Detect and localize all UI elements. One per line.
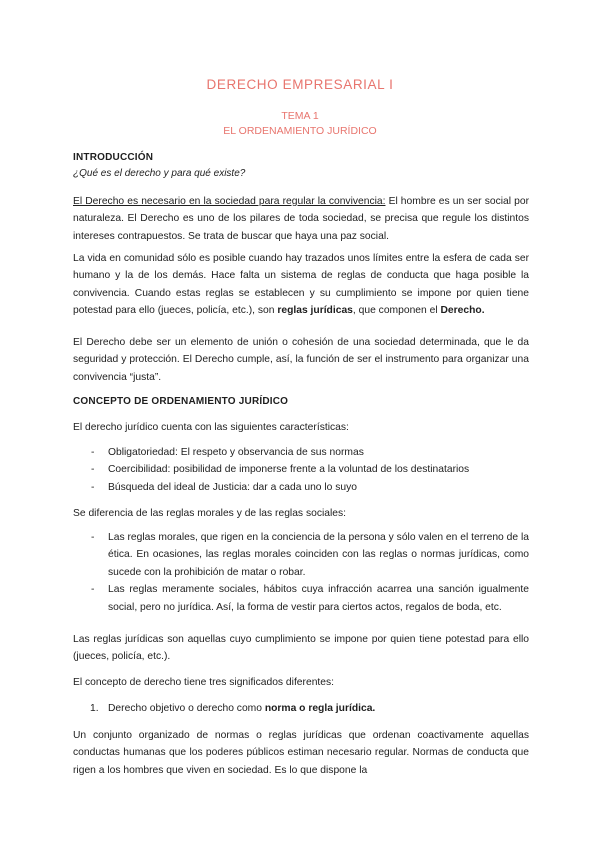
intro-heading: INTRODUCCIÓN (73, 152, 154, 163)
list-item-text: Las reglas meramente sociales, hábitos cuya infracción acarrea una sanción igualmente social, pero no jurídica. Así, la forma de vestir para ciertos actos, regalos de boda, etc. (108, 584, 529, 613)
intro-paragraph-2 (73, 250, 529, 320)
tres-significados: El concepto de derecho tiene tres significados diferentes: (73, 677, 335, 688)
intro-question: ¿Qué es el derecho y para qué existe? (73, 168, 246, 179)
tema-title: EL ORDENAMIENTO JURÍDICO (223, 125, 377, 137)
list-item-text: Coercibilidad: posibilidad de imponerse frente a la voluntad de los destinatarios (108, 464, 470, 476)
list-item (73, 529, 529, 581)
list-item-text: Las reglas morales, que rigen en la conciencia de la persona y sólo valen en el terreno de la ética. En ocasiones, las reglas morales coinciden con las reglas o normas jurídicas, como sucede con la prohibición de matar o robar. (108, 532, 529, 578)
intro-paragraph-3: El Derecho debe ser un elemento de unión o cohesión de una sociedad determinada, que le da seguridad y protección. El Derecho cumple, así, la función de ser el instrumento para organizar una convivencia “justa”. (73, 337, 529, 383)
dash-marker: - (91, 532, 95, 543)
bold-norma: norma o regla jurídica. (264, 703, 376, 714)
concepto-heading: CONCEPTO DE ORDENAMIENTO JURÍDICO (73, 396, 289, 407)
list-item (73, 444, 529, 461)
bold-reglas-juridicas: reglas jurídicas (277, 305, 353, 317)
list-item (73, 479, 529, 496)
intro-p2-text: La vida en comunidad sólo es posible cuando hay trazados unos límites entre la esfera de cada ser humano y la de los demás. Hace falta un sistema de reglas de conducta que haga posible la convivencia. Cuando estas reglas se establecen y su cumplimiento se impone por quien tiene potestad para ello (jueces, policía, etc.), son (73, 253, 529, 317)
document-title: DERECHO EMPRESARIAL I (206, 77, 394, 92)
item-number: 1. (90, 703, 99, 714)
intro-p2-text-2: , que componen el (352, 305, 441, 317)
rules-list (73, 529, 529, 616)
item-text (108, 700, 375, 717)
tema-number: TEMA 1 (281, 110, 319, 122)
intro-p1-rest: El hombre es un ser social por naturaleza. El Derecho es uno de los pilares de toda sociedad, se precisa que regule los distintos intereses contrapuestos. Se trata de buscar que haya una paz social. (73, 196, 529, 242)
dash-marker: - (91, 464, 95, 476)
item-text-plain: Derecho objetivo o derecho como (108, 703, 265, 714)
list-item-text: Búsqueda del ideal de Justicia: dar a cada uno lo suyo (108, 481, 358, 493)
bold-derecho: Derecho. (440, 305, 485, 317)
characteristics-intro: El derecho jurídico cuenta con las siguientes características: (73, 422, 349, 433)
differs-intro: Se diferencia de las reglas morales y de las reglas sociales: (73, 508, 347, 519)
intro-paragraph-1 (73, 193, 529, 245)
characteristics-list (73, 444, 529, 496)
final-paragraph: Un conjunto organizado de normas o reglas jurídicas que ordenan coactivamente aquellas conductas humanas que los poderes públicos estiman necesario regular. Normas de conducta que rigen a los hombres que viven en sociedad. Es lo que dispone la (73, 730, 529, 776)
juridicas-paragraph: Las reglas jurídicas son aquellas cuyo cumplimiento se impone por quien tiene potestad para ello (jueces, policía, etc.). (73, 634, 529, 663)
dash-marker: - (91, 447, 95, 458)
dash-marker: - (91, 584, 95, 596)
tema-header (0, 109, 600, 139)
list-item-text: Obligatoriedad: El respeto y observancia de sus normas (108, 447, 364, 458)
list-item (73, 461, 529, 478)
list-item (73, 581, 529, 616)
underlined-lead: El Derecho es necesario en la sociedad para regular la convivencia: (73, 196, 386, 207)
dash-marker: - (91, 481, 95, 493)
